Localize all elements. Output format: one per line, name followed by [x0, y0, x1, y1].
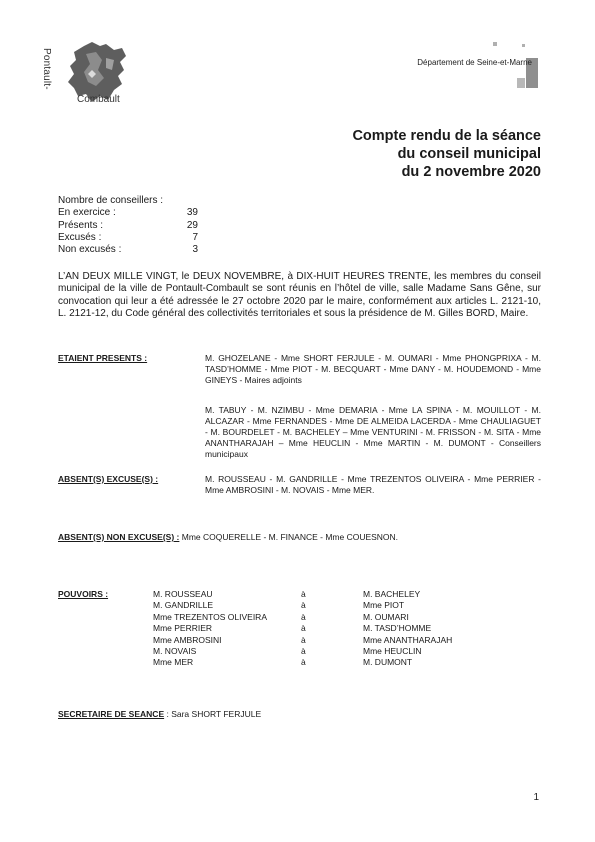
pouvoir-to: Mme HEUCLIN — [363, 646, 422, 657]
pouvoir-row — [153, 623, 483, 634]
pouvoir-row — [153, 600, 483, 611]
pouvoirs-label: POUVOIRS : — [58, 589, 109, 599]
pouvoir-row — [153, 612, 483, 623]
count-value: 39 — [186, 207, 198, 219]
count-label: En exercice : — [58, 207, 116, 219]
count-row — [58, 220, 198, 232]
counts-heading: Nombre de conseillers : — [58, 195, 164, 206]
pouvoir-from: Mme PERRIER — [153, 623, 213, 634]
pouvoir-from: M. NOVAIS — [153, 646, 197, 657]
count-value: 7 — [192, 231, 198, 243]
intro-paragraph: L’AN DEUX MILLE VINGT, le DEUX NOVEMBRE, à DIX-HUIT HEURES TRENTE, les membres du conseil municipal de la ville de Pontault-Combault se sont réunis en l’hôtel de ville, salle Madame Sans Gêne, sur convocation qui leur a été adressée le 27 octobre 2020 par le maire, conformément aux articles L. 2121-10, L. 2121-12, du Code général des collectivités territoriales et sous la présidence de M. Gilles BORD, Maire. — [58, 271, 541, 319]
pouvoir-from: Mme AMBROSINI — [153, 634, 222, 645]
pouvoirs-table — [153, 589, 483, 669]
count-label: Non excusés : — [58, 244, 122, 256]
count-value: 29 — [186, 219, 198, 231]
pouvoir-a: à — [301, 600, 306, 611]
absents-non-excuses-names: Mme COQUERELLE - M. FINANCE - Mme COUESNON. — [181, 532, 399, 542]
count-label: Présents : — [58, 219, 104, 231]
councillor-counts — [58, 195, 198, 256]
page-number: 1 — [533, 792, 539, 803]
presents-adjoints: M. GHOZELANE - Mme SHORT FERJULE - M. OUMARI - Mme PHONGPRIXA - M. TASD’HOMME - Mme PIOT - M. BECQUART - Mme DANY - M. HOUDEMOND - Mme GINEYS - Maires adjoints — [205, 353, 541, 385]
pouvoir-to: M. OUMARI — [363, 611, 409, 622]
pouvoir-a: à — [301, 623, 306, 634]
pouvoir-from: M. GANDRILLE — [153, 600, 213, 611]
logo-text-vertical: Pontault- — [41, 48, 52, 90]
pouvoir-a: à — [301, 657, 306, 668]
absents-non-excuses — [58, 532, 398, 542]
document-title — [352, 127, 541, 181]
count-label: Excusés : — [58, 231, 102, 243]
count-value: 3 — [192, 244, 198, 256]
logo-text-bottom: Combault — [77, 94, 120, 105]
pouvoir-row — [153, 589, 483, 600]
pouvoir-row — [153, 657, 483, 668]
scan-mark — [517, 78, 525, 88]
absents-excuses-label: ABSENT(S) EXCUSE(S) : — [58, 474, 159, 484]
pouvoir-from: M. ROUSSEAU — [153, 589, 213, 599]
pouvoir-to: M. TASD’HOMME — [363, 623, 432, 634]
pouvoir-a: à — [301, 611, 306, 622]
count-row — [58, 207, 198, 219]
pouvoir-a: à — [301, 589, 306, 599]
pouvoir-from: Mme TREZENTOS OLIVEIRA — [153, 611, 267, 622]
presents-label: ETAIENT PRESENTS : — [58, 353, 148, 363]
absents-excuses-names: M. ROUSSEAU - M. GANDRILLE - Mme TREZENTOS OLIVEIRA - Mme PERRIER - Mme AMBROSINI - M. NOVAIS - Mme MER. — [205, 474, 541, 495]
pouvoir-to: M. DUMONT — [363, 657, 413, 668]
pouvoir-to: Mme PIOT — [363, 600, 405, 611]
title-line-1: Compte rendu de la séance — [352, 128, 541, 144]
pouvoir-a: à — [301, 646, 306, 657]
secretaire-label: SECRETAIRE DE SEANCE — [58, 709, 165, 719]
pouvoir-from: Mme MER — [153, 657, 194, 668]
absents-non-excuses-label: ABSENT(S) NON EXCUSE(S) : — [58, 532, 180, 542]
scan-speck — [493, 42, 497, 46]
department-label: Département de Seine-et-Marne — [417, 58, 532, 67]
scan-speck — [522, 44, 525, 47]
count-row — [58, 232, 198, 244]
title-line-3: du 2 novembre 2020 — [401, 164, 541, 180]
secretaire-de-seance — [58, 709, 261, 719]
title-line-2: du conseil municipal — [397, 146, 541, 162]
pouvoir-to: Mme ANANTHARAJAH — [363, 634, 453, 645]
pouvoir-to: M. BACHELEY — [363, 589, 421, 599]
pouvoir-row — [153, 635, 483, 646]
pouvoir-a: à — [301, 634, 306, 645]
count-row — [58, 244, 198, 256]
pouvoir-row — [153, 646, 483, 657]
presents-conseillers: M. TABUY - M. NZIMBU - Mme DEMARIA - Mme LA SPINA - M. MOUILLOT - M. ALCAZAR - Mme FERNANDES - Mme DE ALMEIDA LACERDA - Mme CHAULIAGUET - M. BOURDELET - M. BACHELEY – Mme VENTURINI - M. FRISSON - M. SITA - Mme ANANTHARAJAH – Mme HEUCLIN - Mme MARTIN - M. DUMONT - Conseillers municipaux — [205, 405, 541, 459]
secretaire-name: : Sara SHORT FERJULE — [166, 709, 262, 719]
